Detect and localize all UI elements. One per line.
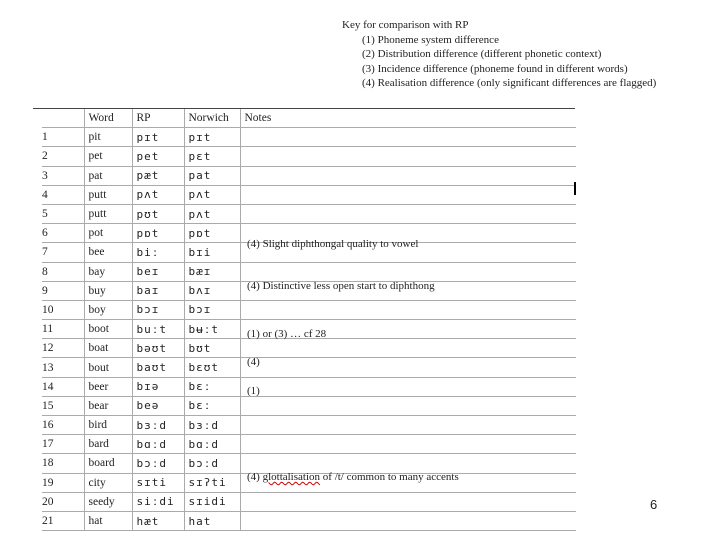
rp-transcription: pet [132, 147, 184, 166]
rp-transcription: baɪ [132, 281, 184, 300]
header-norwich: Norwich [184, 109, 240, 128]
row-number: 17 [42, 435, 84, 454]
table-row [42, 511, 576, 530]
rp-transcription: bəʊt [132, 339, 184, 358]
norwich-transcription: bʊt [184, 339, 240, 358]
rp-transcription: beɪ [132, 262, 184, 281]
notes-cell [240, 435, 576, 454]
row-number: 21 [42, 511, 84, 530]
word-cell: bear [84, 396, 132, 415]
note-bee: (4) Slight diphthongal quality to vowel [247, 238, 419, 250]
word-cell: boat [84, 339, 132, 358]
key-item: (4) Realisation difference (only significant differences are flagged) [362, 77, 657, 89]
norwich-transcription: pat [184, 166, 240, 185]
notes-cell [240, 416, 576, 435]
norwich-transcription: bɛː [184, 396, 240, 415]
rp-transcription: siːdi [132, 492, 184, 511]
norwich-transcription: hat [184, 511, 240, 530]
note-boat: (1) or (3) … cf 28 [247, 328, 327, 340]
table-row [42, 147, 576, 166]
rp-transcription: beə [132, 396, 184, 415]
norwich-transcription: bɜːd [184, 416, 240, 435]
word-cell: pet [84, 147, 132, 166]
row-number: 15 [42, 396, 84, 415]
row-number: 16 [42, 416, 84, 435]
rp-transcription: bɔɪ [132, 300, 184, 319]
notes-cell [240, 147, 576, 166]
rp-transcription: pʊt [132, 204, 184, 223]
row-number: 12 [42, 339, 84, 358]
table-row [42, 416, 576, 435]
table-row [42, 358, 576, 377]
norwich-transcription: pɪt [184, 128, 240, 147]
comparison-key [342, 18, 656, 91]
table-row [42, 339, 576, 358]
notes-cell [240, 492, 576, 511]
rp-transcription: pʌt [132, 185, 184, 204]
key-item: (2) Distribution difference (different phonetic context) [362, 48, 602, 60]
norwich-transcription: bɔɪ [184, 300, 240, 319]
word-cell: bout [84, 358, 132, 377]
table-row [42, 128, 576, 147]
rp-transcription: bɔːd [132, 454, 184, 473]
norwich-transcription: pʌt [184, 204, 240, 223]
table-row [42, 185, 576, 204]
notes-cell [240, 396, 576, 415]
notes-cell [240, 166, 576, 185]
note-city [247, 471, 459, 483]
word-cell: city [84, 473, 132, 492]
row-number: 1 [42, 128, 84, 147]
rp-transcription: buːt [132, 320, 184, 339]
table-row [42, 396, 576, 415]
row-number: 5 [42, 204, 84, 223]
vowel-comparison-table [42, 109, 576, 531]
header-word: Word [84, 109, 132, 128]
norwich-transcription: bæɪ [184, 262, 240, 281]
key-title: Key for comparison with RP [342, 19, 469, 31]
row-number: 13 [42, 358, 84, 377]
notes-cell [240, 185, 576, 204]
rp-transcription: bɜːd [132, 416, 184, 435]
table-row [42, 377, 576, 396]
table-row [42, 492, 576, 511]
row-number: 3 [42, 166, 84, 185]
row-number: 11 [42, 320, 84, 339]
rp-transcription: pɪt [132, 128, 184, 147]
word-cell: seedy [84, 492, 132, 511]
norwich-transcription: bɛː [184, 377, 240, 396]
word-cell: bee [84, 243, 132, 262]
spelling-flagged-word: glottalisation [262, 471, 321, 483]
norwich-transcription: bʌɪ [184, 281, 240, 300]
key-item: (3) Incidence difference (phoneme found in different words) [362, 62, 628, 75]
word-cell: buy [84, 281, 132, 300]
rp-transcription: hæt [132, 511, 184, 530]
norwich-transcription: sɪʔti [184, 473, 240, 492]
word-cell: hat [84, 511, 132, 530]
norwich-transcription: pɛt [184, 147, 240, 166]
notes-cell [240, 511, 576, 530]
header-number [42, 109, 84, 128]
note-buy: (4) Distinctive less open start to diphthong [247, 280, 435, 292]
word-cell: putt [84, 204, 132, 223]
word-cell: bard [84, 435, 132, 454]
rp-transcription: bɑːd [132, 435, 184, 454]
notes-cell [240, 358, 576, 377]
word-cell: putt [84, 185, 132, 204]
norwich-transcription: pɒt [184, 224, 240, 243]
rp-transcription: bɪə [132, 377, 184, 396]
table-row [42, 262, 576, 281]
table-header-row [42, 109, 576, 128]
word-cell: pot [84, 224, 132, 243]
row-number: 19 [42, 473, 84, 492]
row-number: 6 [42, 224, 84, 243]
row-number: 7 [42, 243, 84, 262]
rp-transcription: biː [132, 243, 184, 262]
rp-transcription: sɪti [132, 473, 184, 492]
row-number: 9 [42, 281, 84, 300]
notes-cell [240, 128, 576, 147]
notes-cell [240, 377, 576, 396]
rp-transcription: baʊt [132, 358, 184, 377]
norwich-transcription: pʌt [184, 185, 240, 204]
header-rp: RP [132, 109, 184, 128]
rp-transcription: pɒt [132, 224, 184, 243]
note-city-suffix: of /t/ common to many accents [320, 471, 459, 483]
notes-cell [240, 262, 576, 281]
norwich-transcription: sɪidi [184, 492, 240, 511]
note-city-prefix: (4) [247, 471, 263, 483]
word-cell: bird [84, 416, 132, 435]
note-bear: (1) [247, 385, 260, 397]
row-number: 4 [42, 185, 84, 204]
word-cell: beer [84, 377, 132, 396]
norwich-transcription: bɪi [184, 243, 240, 262]
key-item: (1) Phoneme system difference [362, 33, 499, 46]
norwich-transcription: bɔːd [184, 454, 240, 473]
page-number: 6 [650, 497, 658, 512]
row-number: 2 [42, 147, 84, 166]
word-cell: pat [84, 166, 132, 185]
row-number: 14 [42, 377, 84, 396]
row-number: 10 [42, 300, 84, 319]
notes-cell [240, 300, 576, 319]
word-cell: board [84, 454, 132, 473]
text-cursor [574, 182, 576, 195]
table-row [42, 300, 576, 319]
notes-cell [240, 204, 576, 223]
row-number: 20 [42, 492, 84, 511]
notes-cell [240, 339, 576, 358]
norwich-transcription: bʉːt [184, 320, 240, 339]
norwich-transcription: bɛʊt [184, 358, 240, 377]
note-bout: (4) [247, 356, 260, 368]
row-number: 8 [42, 262, 84, 281]
table-row [42, 435, 576, 454]
word-cell: pit [84, 128, 132, 147]
norwich-transcription: bɑːd [184, 435, 240, 454]
header-notes: Notes [240, 109, 576, 128]
word-cell: boy [84, 300, 132, 319]
word-cell: bay [84, 262, 132, 281]
row-number: 18 [42, 454, 84, 473]
word-cell: boot [84, 320, 132, 339]
table-row [42, 204, 576, 223]
table-row [42, 166, 576, 185]
rp-transcription: pæt [132, 166, 184, 185]
